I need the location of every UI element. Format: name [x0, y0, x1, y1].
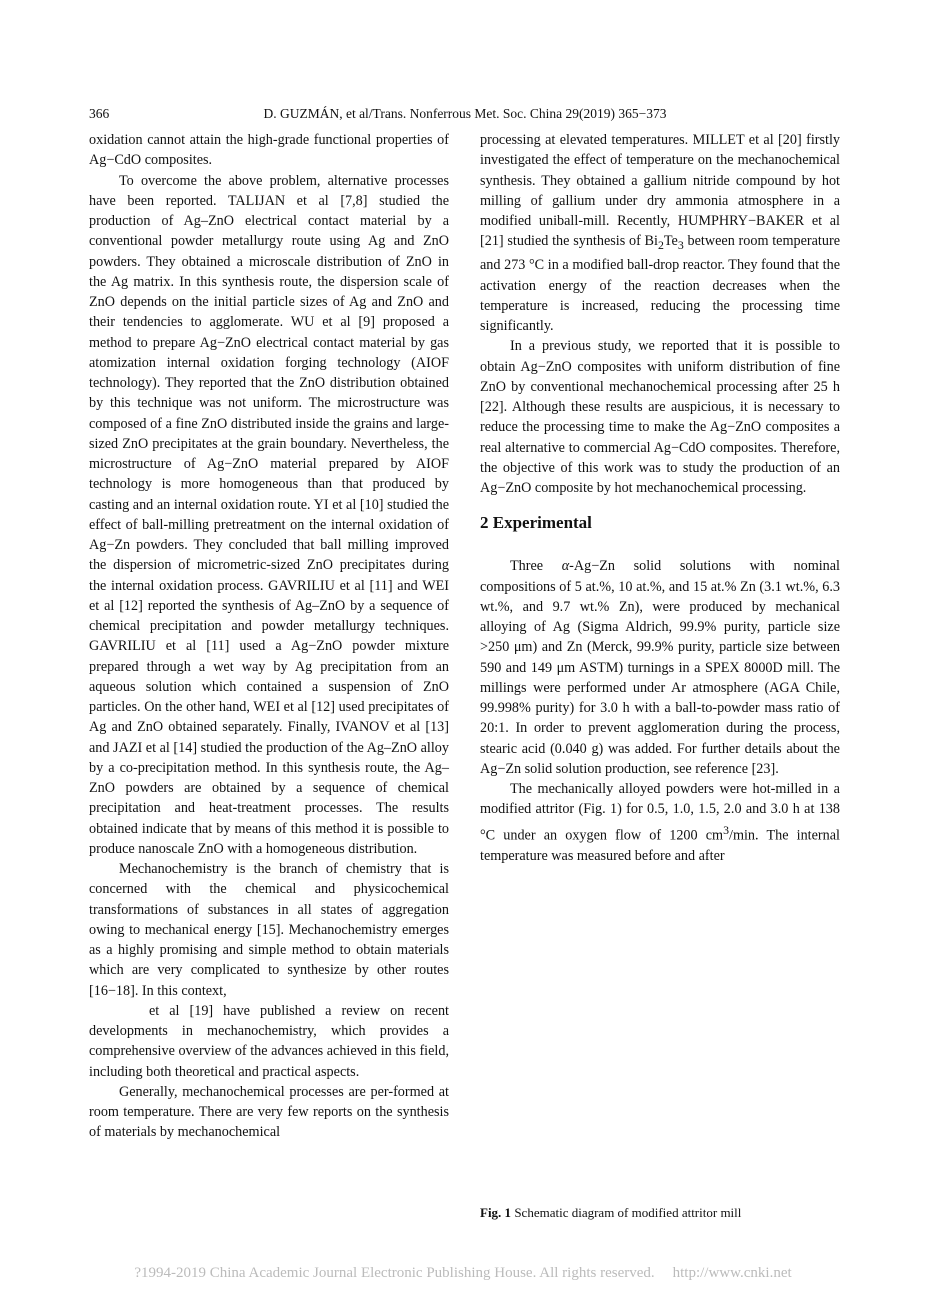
chem-formula: Te: [663, 233, 678, 250]
paragraph: Generally, mechanochemical processes are per-formed at room temperature. There are very few reports on the synthesis of materials by mechanochemical: [89, 1083, 449, 1141]
paragraph-text: processing at elevated temperatures. MILLET et al [20] firstly investigated the effect of temperature on the mechanochemical synthesis. They obtained a gallium nitride compound by hot milling of gallium under dry ammonia atmosphere in a modified uniball-mill. Recently, HUMPHRY−BAKER et al [21] studied the synthesis of: [480, 132, 840, 250]
figure-caption: [480, 1205, 741, 1221]
page-footer: [32, 1265, 894, 1282]
subscript: 3: [677, 238, 684, 253]
paragraph-text: Mechanochemistry is the branch of chemistry that is concerned with the chemical and physicochemical transformations of substances in all states of aggregation owing to mechanical energy [15]. Mechanochemistry emerges as a highly promising and simple method to obtain materials which are very complicated to synthesize by other routes [16−18]. In this context,: [89, 861, 449, 999]
paragraph: [480, 556, 840, 779]
subscript: 2: [657, 238, 664, 253]
left-column: [89, 130, 449, 1143]
superscript: 3: [723, 822, 730, 837]
paragraph: In a previous study, we reported that it is possible to obtain Ag−ZnO composites with uniform distribution of fine ZnO by conventional mechanochemical processing after 25 h [22]. Although these results are auspicious, it is necessary to reduce the processing time to make the Ag−ZnO composites a real alternative to commercial Ag−CdO composites. Therefore, the objective of this work was to study the production of an Ag−ZnO composite by hot mechanochemical processing.: [480, 338, 840, 497]
section-heading: 2 Experimental: [480, 513, 592, 533]
paragraph: To overcome the above problem, alternative processes have been reported. TALIJAN et al [7,8] studied the production of Ag–ZnO electrical contact material by a conventional powder metallurgy route using Ag and ZnO powders. They obtained a microscale distribution of ZnO in the Ag matrix. In this synthesis route, the dispersion scale of ZnO depends on the initial particle sizes of Ag and ZnO and their tendencies to agglomerate. WU et al [9] proposed a method to prepare Ag−ZnO electrical contact material by gas atomization internal oxidation forging technology (AIOF technology). They reported that the ZnO distribution obtained by this technique was not uniform. The microstructure was composed of a fine ZnO distributed inside the grains and large-sized ZnO precipitates at the grain boundary. Nevertheless, the microstructure of Ag−ZnO material prepared by AIOF technology is more homogeneous than that produced by casting and an internal oxidation route. YI et al [10] studied the effect of ball-milling pretreatment on the internal oxidation of Ag−Zn powders. They concluded that ball milling improved the dispersion of micrometric-sized ZnO precipitates during the internal oxidation process. GAVRILIU et al [11] and WEI et al [12] reported the synthesis of Ag–ZnO by a sequence of chemical precipitation and powder metallurgy techniques. GAVRILIU et al [11] used a Ag−ZnO powder mixture prepared through a wet way by Ag precipitation from an aqueous solution which contained a suspension of ZnO particles. On the other hand, WEI et al [12] used precipitates of Ag and ZnO obtained separately. Finally, IVANOV et al [13] and JAZI et al [14] studied the production of the Ag–ZnO alloy by a co-precipitation method. In this synthesis route, the Ag–ZnO powders are obtained by a sequence of chemical precipitation and heat-treatment processes. The results obtained indicate that by means of this method it is possible to produce nanoscale ZnO with a homogeneous distribution.: [89, 172, 449, 857]
paragraph-text: -Ag−Zn solid solutions with nominal compositions of 5 at.%, 10 at.%, and 15 at.% Zn (3.1 wt.%, 6.3 wt.%, and 9.7 wt.% Zn), were produced by mechanical alloying of Ag (Sigma Aldrich, 99.9% purity, particle size >250 μm) and Zn (Merck, 99.9% purity, particle size between 590 and 149 μm ASTM) turnings in a SPEX 8000D mill. The millings were performed under Ar atmosphere (AGA Chile, 99.998% purity) for 3.0 h with a ball-to-powder mass ratio of 20:1. In order to prevent agglomeration during the process, stearic acid (0.040 g) was added. For further details about the Ag−Zn solid solution production, see reference [23].: [480, 558, 841, 777]
page-header: [89, 106, 841, 124]
figure-caption-text: Schematic diagram of modified attritor mill: [514, 1205, 742, 1220]
paragraph-text: Three: [510, 558, 544, 575]
paragraph: [480, 130, 840, 336]
paragraph-text: The mechanically alloyed powders were hot-milled in a modified attritor (Fig. 1) for 0.5, 1.0, 1.5, 2.0 and 3.0 h at 138 °C under an oxygen flow of 1200 cm: [480, 781, 840, 844]
right-column: [480, 130, 840, 866]
paragraph-text: /min. The internal temperature was measured before and after: [480, 827, 840, 864]
chem-formula: Bi: [644, 233, 658, 250]
paragraph-text: et al [19] have published a review on recent developments in mechanochemistry, which provides a comprehensive overview of the advances achieved in this field, including both theoretical and practical aspects.: [89, 1002, 449, 1080]
copyright-notice: ?1994-2019 China Academic Journal Electronic Publishing House. All rights reserved.: [134, 1265, 655, 1281]
footer-url: http://www.cnki.net: [672, 1265, 792, 1281]
figure-label: Fig. 1: [480, 1205, 512, 1220]
page-number: 366: [89, 106, 110, 121]
paragraph: oxidation cannot attain the high-grade functional properties of Ag−CdO composites.: [89, 132, 449, 169]
running-head: D. GUZMÁN, et al/Trans. Nonferrous Met. Soc. China 29(2019) 365−373: [263, 106, 667, 121]
alpha-symbol: α: [561, 558, 570, 575]
paragraph: [89, 859, 449, 1082]
paragraph-text: between room temperature and 273 °C in a modified ball-drop reactor. They found that the activation energy of the reaction decreases when the temperature is increased, reducing the processing time significantly.: [480, 233, 840, 335]
paragraph: [480, 779, 840, 866]
